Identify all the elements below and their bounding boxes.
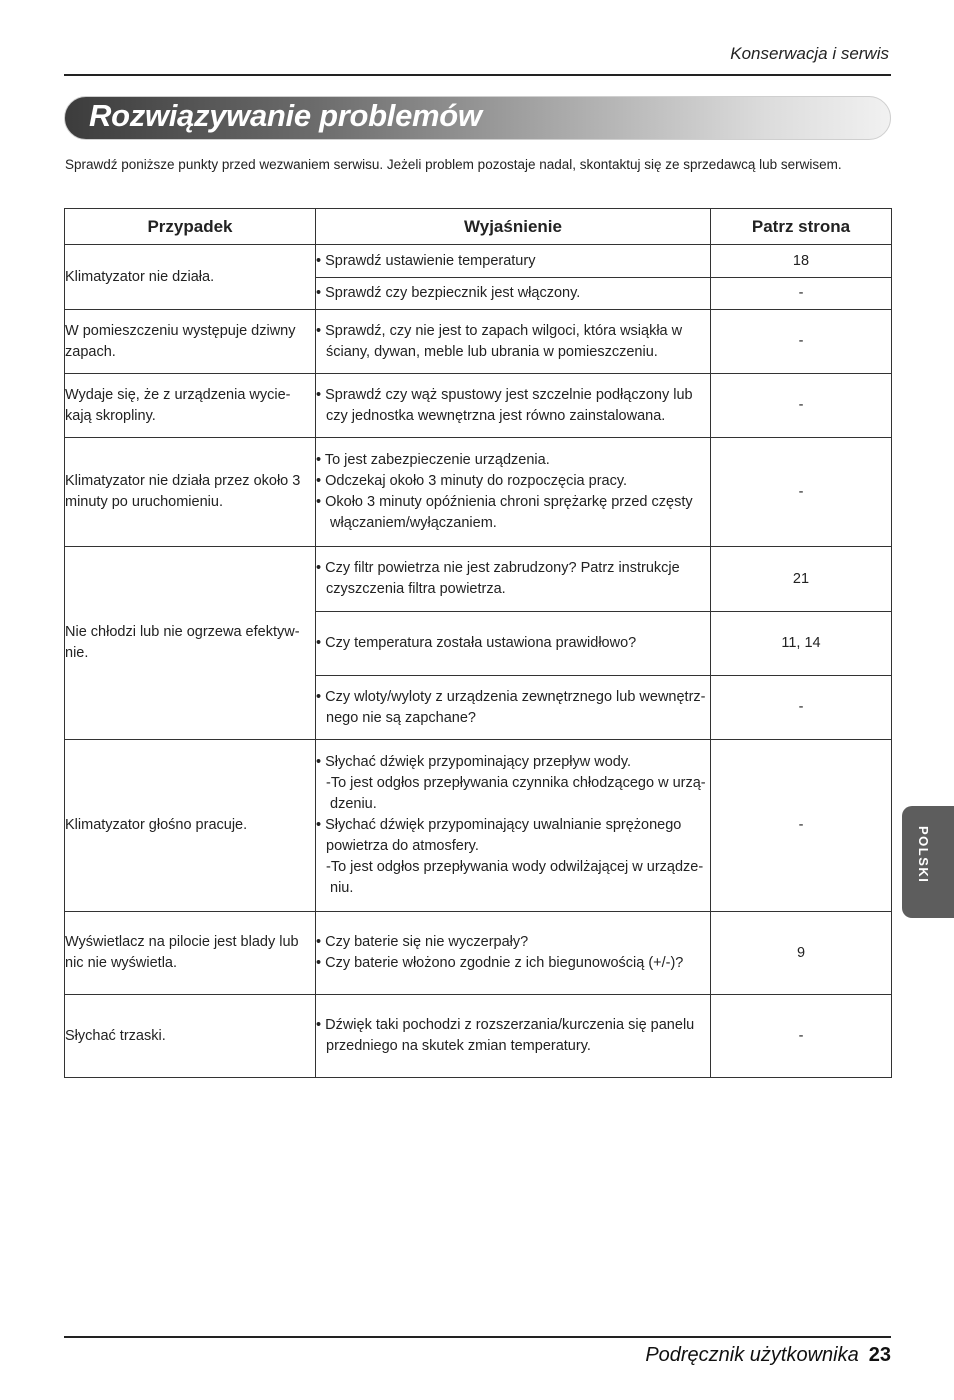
- case-text: Klimatyzator głośno pracuje.: [65, 817, 248, 833]
- explanation-text: -To jest odgłos przepływania czynnika chłodzącego w urzą-: [326, 775, 706, 791]
- explanation-text: -To jest odgłos przepływania wody odwilżającej w urządze-: [326, 859, 704, 875]
- explanation-text: dzeniu.: [330, 796, 377, 812]
- page-ref-cell: -: [711, 438, 892, 547]
- explanation-text: • Odczekaj około 3 minuty do rozpoczęcia pracy.: [316, 473, 628, 489]
- case-cell: [65, 912, 316, 995]
- explanation-text: nego nie są zapchane?: [326, 709, 476, 726]
- explanation-text: • Czy baterie włożono zgodnie z ich biegunowością (+/-)?: [316, 955, 684, 971]
- page-ref-cell: 21: [711, 547, 892, 612]
- case-cell: [65, 740, 316, 912]
- page-ref-cell: -: [711, 740, 892, 912]
- explanation-cell: [316, 245, 711, 278]
- explanation-text: • Sprawdź czy bezpiecznik jest włączony.: [316, 285, 581, 301]
- case-text: zapach.: [65, 343, 116, 360]
- page-ref-cell: 9: [711, 912, 892, 995]
- table-row: [65, 740, 892, 912]
- page-ref-cell: 11, 14: [711, 612, 892, 676]
- table-row: [65, 547, 892, 612]
- page-title: Rozwiązywanie problemów: [89, 98, 482, 133]
- explanation-text: przedniego na skutek zmian temperatury.: [326, 1038, 591, 1054]
- explanation-text: ściany, dywan, meble lub ubrania w pomieszczeniu.: [326, 343, 658, 360]
- explanation-cell: [316, 374, 711, 438]
- explanation-text: • Około 3 minuty opóźnienia chroni sprężarkę przed częsty: [316, 494, 693, 510]
- table-row: [65, 310, 892, 374]
- explanation-text: • To jest zabezpieczenie urządzenia.: [316, 452, 550, 468]
- case-text: Słychać trzaski.: [65, 1027, 166, 1044]
- case-text: nie.: [65, 645, 89, 661]
- case-text: Wydaje się, że z urządzenia wycie-: [65, 386, 291, 403]
- explanation-cell: [316, 438, 711, 547]
- case-text: Nie chłodzi lub nie ogrzewa efektyw-: [65, 624, 300, 640]
- case-text: Wyświetlacz na pilocie jest blady lub: [65, 934, 299, 950]
- table-row: [65, 374, 892, 438]
- case-text: minuty po uruchomieniu.: [65, 494, 223, 510]
- table-row: [65, 912, 892, 995]
- explanation-text: włączaniem/wyłączaniem.: [330, 515, 497, 531]
- case-text: Klimatyzator nie działa.: [65, 268, 215, 285]
- language-tab-label: POLSKI: [916, 826, 931, 884]
- page-ref-cell: -: [711, 995, 892, 1078]
- explanation-text: • Czy temperatura została ustawiona prawidłowo?: [316, 635, 637, 651]
- explanation-text: • Sprawdź ustawienie temperatury: [316, 252, 536, 269]
- table-row: [65, 245, 892, 278]
- bottom-rule: [64, 1336, 891, 1338]
- explanation-text: • Słychać dźwięk przypominający uwalnianie sprężonego: [316, 817, 682, 833]
- case-cell: [65, 310, 316, 374]
- header-case: Przypadek: [65, 209, 316, 245]
- explanation-text: • Słychać dźwięk przypominający przepływ wody.: [316, 754, 632, 770]
- explanation-text: • Dźwięk taki pochodzi z rozszerzania/kurczenia się panelu: [316, 1017, 695, 1033]
- explanation-text: niu.: [330, 880, 354, 896]
- case-text: Klimatyzator nie działa przez około 3: [65, 473, 301, 489]
- header-page: Patrz strona: [711, 209, 892, 245]
- case-cell: [65, 374, 316, 438]
- explanation-cell: [316, 278, 711, 310]
- explanation-cell: [316, 310, 711, 374]
- explanation-text: • Czy filtr powietrza nie jest zabrudzony? Patrz instrukcje: [316, 560, 680, 576]
- manual-name: Podręcznik użytkownika: [645, 1344, 859, 1366]
- explanation-text: czy jednostka wewnętrzna jest równo zainstalowana.: [326, 407, 666, 424]
- page-ref-cell: -: [711, 278, 892, 310]
- page-ref-cell: -: [711, 310, 892, 374]
- explanation-cell: [316, 995, 711, 1078]
- explanation-text: czyszczenia filtra powietrza.: [326, 581, 506, 597]
- table-row: [65, 438, 892, 547]
- explanation-text: • Czy baterie się nie wyczerpały?: [316, 934, 529, 950]
- page-number: 23: [868, 1344, 891, 1366]
- explanation-cell: [316, 547, 711, 612]
- table-header-row: [65, 209, 892, 245]
- title-bar: [64, 96, 891, 140]
- explanation-cell: [316, 676, 711, 740]
- section-label: Konserwacja i serwis: [730, 44, 889, 63]
- case-cell: [65, 547, 316, 740]
- page-ref-cell: -: [711, 374, 892, 438]
- case-cell: [65, 245, 316, 310]
- page-ref-cell: 18: [711, 245, 892, 278]
- troubleshooting-table: [64, 208, 892, 1078]
- table-row: [65, 995, 892, 1078]
- explanation-cell: [316, 740, 711, 912]
- explanation-text: powietrza do atmosfery.: [326, 838, 479, 854]
- footer: [645, 1344, 891, 1367]
- case-cell: [65, 995, 316, 1078]
- top-rule: [64, 74, 891, 76]
- explanation-cell: [316, 612, 711, 676]
- case-text: kają skropliny.: [65, 407, 156, 424]
- explanation-text: • Sprawdź czy wąż spustowy jest szczelnie podłączony lub: [316, 386, 693, 403]
- header-explanation: Wyjaśnienie: [316, 209, 711, 245]
- explanation-text: • Sprawdź, czy nie jest to zapach wilgoci, która wsiąkła w: [316, 322, 683, 339]
- page-ref-cell: -: [711, 676, 892, 740]
- case-text: nic nie wyświetla.: [65, 955, 178, 971]
- language-tab: [902, 806, 954, 918]
- intro-text: Sprawdź poniższe punkty przed wezwaniem serwisu. Jeżeli problem pozostaje nadal, skontaktuj się ze sprzedawcą lub serwisem.: [65, 157, 842, 172]
- case-text: W pomieszczeniu występuje dziwny: [65, 322, 296, 339]
- case-cell: [65, 438, 316, 547]
- explanation-cell: [316, 912, 711, 995]
- explanation-text: • Czy wloty/wyloty z urządzenia zewnętrznego lub wewnętrz-: [316, 688, 706, 705]
